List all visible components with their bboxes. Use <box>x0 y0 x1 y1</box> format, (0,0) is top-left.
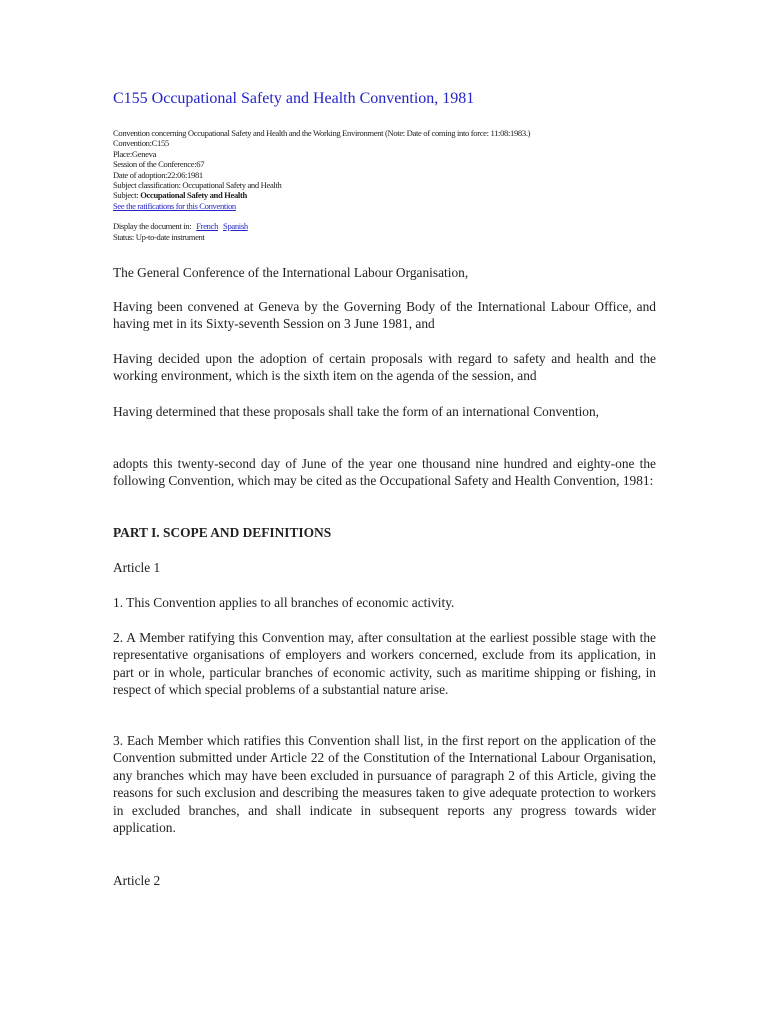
document-status: Status: Up-to-date instrument <box>113 231 205 242</box>
display-language-line <box>113 221 656 231</box>
preamble-paragraph-4: Having determined that these proposals shall take the form of an international Convention, <box>113 404 600 419</box>
spanish-link[interactable]: Spanish <box>223 221 248 232</box>
meta-spacer <box>113 211 656 221</box>
subject-label: Subject: <box>113 190 139 201</box>
ratifications-link[interactable]: See the ratifications for this Convention <box>113 200 236 211</box>
preamble-paragraph-1: The General Conference of the International Labour Organisation, <box>113 265 469 280</box>
preamble-paragraph-2: Having been convened at Geneva by the Governing Body of the International Labour Office, and having met in its Sixty-seventh Session on 3 June 1981, and <box>113 299 656 332</box>
document-title: C155 Occupational Safety and Health Convention, 1981 <box>113 90 475 107</box>
conference-session: Session of the Conference:67 <box>113 159 205 170</box>
part-1-heading: PART I. SCOPE AND DEFINITIONS <box>113 525 332 540</box>
article-2-heading: Article 2 <box>113 873 161 888</box>
subject-classification: Subject classification: Occupational Safety and Health <box>113 180 282 191</box>
convention-place: Place:Geneva <box>113 148 157 159</box>
article-1-paragraph-2: 2. A Member ratifying this Convention may, after consultation at the earliest possible stage with the representative organisations of employers and workers concerned, exclude from its application, in part or in whole, particular branches of economic activity, such as maritime shipping or fishing, in respect of which special problems of a substantial nature arise. <box>113 630 656 698</box>
display-language-label: Display the document in: <box>113 221 192 232</box>
subject-line <box>113 190 656 200</box>
adoption-date: Date of adoption:22:06:1981 <box>113 169 203 180</box>
article-1-paragraph-3: 3. Each Member which ratifies this Convention shall list, in the first report on the application of the Convention submitted under Article 22 of the Constitution of the International Labour Organisation, any branches which may have been excluded in pursuance of paragraph 2 of this Article, giving the reasons for such exclusion and describing the measures taken to give adequate protection to workers in excluded branches, and shall indicate in subsequent reports any progress towards wider application. <box>113 733 656 836</box>
convention-code: Convention:C155 <box>113 138 169 149</box>
convention-description: Convention concerning Occupational Safety and Health and the Working Environment (Note: Date of coming into force: 11:08:1983.) <box>113 128 531 138</box>
article-1-paragraph-1: 1. This Convention applies to all branches of economic activity. <box>113 595 455 610</box>
preamble-paragraph-5: adopts this twenty-second day of June of the year one thousand nine hundred and eighty-one the following Convention, which may be cited as the Occupational Safety and Health Convention, 1981: <box>113 456 656 489</box>
french-link[interactable]: French <box>196 221 219 232</box>
subject-value: Occupational Safety and Health <box>140 190 247 201</box>
ratifications-line <box>113 201 656 211</box>
preamble-paragraph-3: Having decided upon the adoption of certain proposals with regard to safety and health and the working environment, which is the sixth item on the agenda of the session, and <box>113 351 656 384</box>
convention-metadata <box>113 128 656 242</box>
article-1-heading: Article 1 <box>113 560 161 575</box>
